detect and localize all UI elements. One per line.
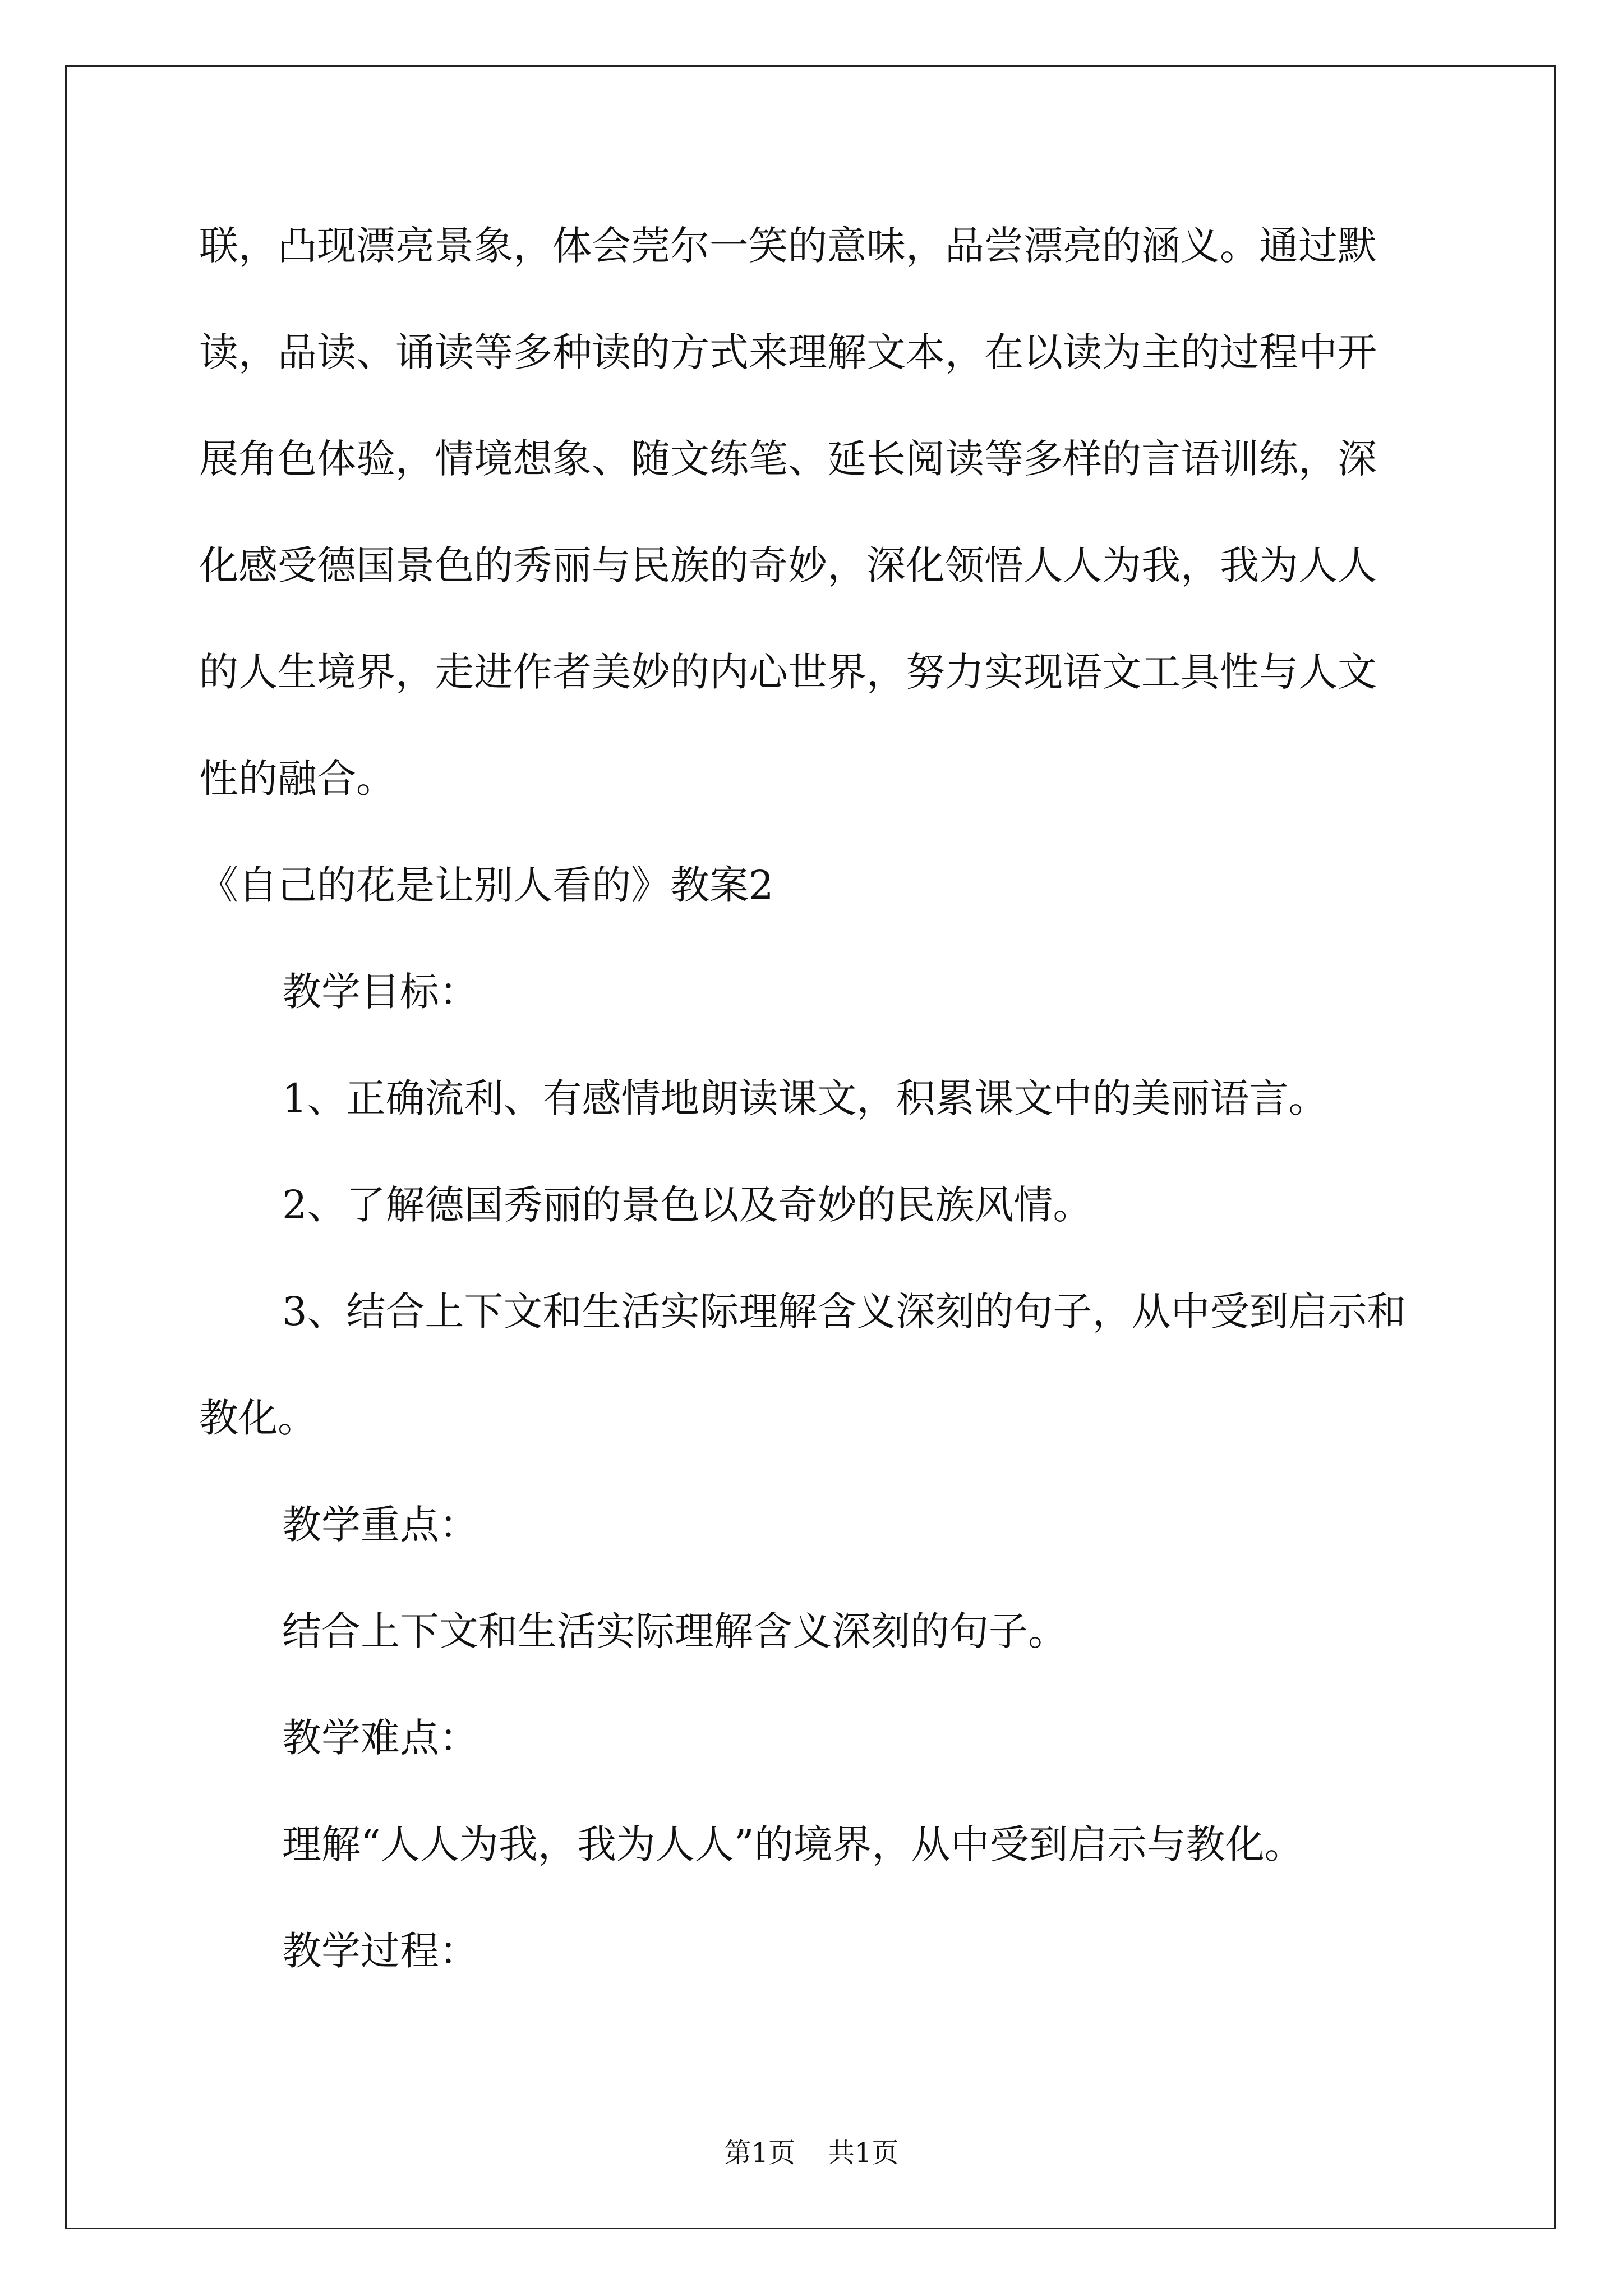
key-point-text: 结合上下文和生活实际理解含义深刻的句子。 [282, 1608, 1067, 1654]
difficulty-heading: 教学难点： [282, 1715, 478, 1761]
paragraph-line: 化感受德国景色的秀丽与民族的奇妙，深化领悟人人为我，我为人人 [199, 542, 1377, 588]
page-footer [0, 2136, 1623, 2170]
process-heading: 教学过程： [282, 1928, 478, 1974]
goal-item-3: 3、结合上下文和生活实际理解含义深刻的句子，从中受到启示和 [282, 1289, 1407, 1335]
page-total: 共1页 [828, 2137, 899, 2169]
key-point-heading: 教学重点： [282, 1502, 478, 1548]
goal-item-1: 1、正确流利、有感情地朗读课文，积累课文中的美丽语言。 [282, 1075, 1328, 1121]
paragraph-line: 联，凸现漂亮景象，体会莞尔一笑的意味，品尝漂亮的涵义。通过默 [199, 223, 1377, 269]
paragraph-line: 性的融合。 [199, 756, 395, 802]
goal-item-3-continued: 教化。 [199, 1395, 317, 1441]
section-title: 《自己的花是让别人看的》教案2 [199, 862, 774, 908]
page-number: 第1页 [724, 2137, 795, 2169]
paragraph-line: 读，品读、诵读等多种读的方式来理解文本，在以读为主的过程中开 [199, 329, 1377, 375]
goals-heading: 教学目标： [282, 969, 478, 1015]
paragraph-line: 展角色体验，情境想象、随文练笔、延长阅读等多样的言语训练，深 [199, 436, 1377, 482]
goal-item-2: 2、了解德国秀丽的景色以及奇妙的民族风情。 [282, 1182, 1092, 1228]
paragraph-line: 的人生境界，走进作者美妙的内心世界，努力实现语文工具性与人文 [199, 649, 1377, 695]
page-border [65, 65, 1556, 2229]
difficulty-text: 理解“人人为我，我为人人”的境界，从中受到启示与教化。 [282, 1821, 1304, 1867]
